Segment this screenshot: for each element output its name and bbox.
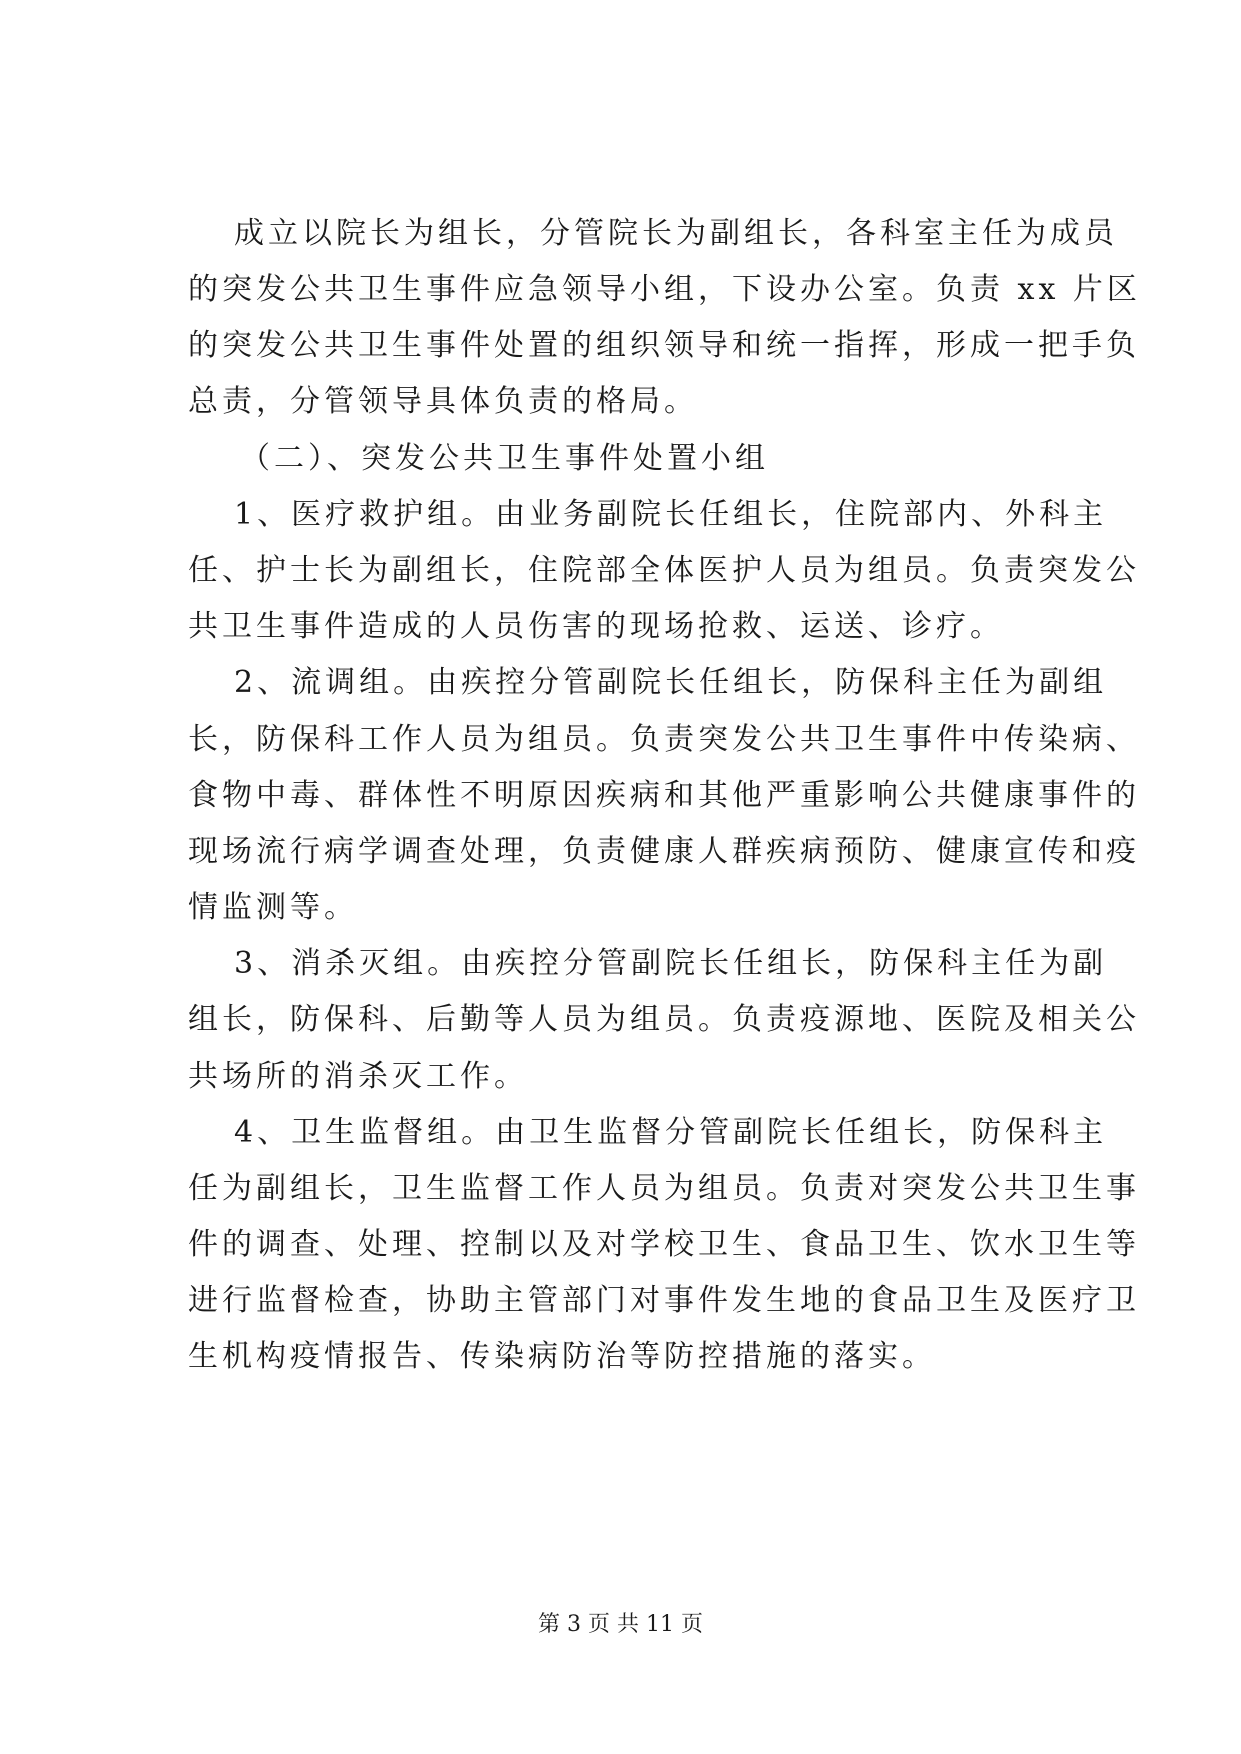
text-line: 情监测等。 [188,890,358,925]
text-line: 食物中毒、群体性不明原因疾病和其他严重影响公共健康事件的 [188,778,1140,813]
page-footer: 第 3 页 共 11 页 [538,1612,703,1637]
text-line: 件的调查、处理、控制以及对学校卫生、食品卫生、饮水卫生等 [188,1227,1140,1262]
text-line: 现场流行病学调查处理，负责健康人群疾病预防、健康宣传和疫 [188,834,1140,869]
text-line: 共场所的消杀灭工作。 [188,1059,528,1094]
text-line: 1、医疗救护组。由业务副院长任组长，住院部内、外科主 [234,497,1108,532]
text-line: 组长，防保科、后勤等人员为组员。负责疫源地、医院及相关公 [188,1002,1140,1037]
text-line: 进行监督检查，协助主管部门对事件发生地的食品卫生及医疗卫 [188,1283,1140,1318]
text-line: 4、卫生监督组。由卫生监督分管副院长任组长，防保科主 [234,1115,1108,1150]
text-line: 的突发公共卫生事件处置的组织领导和统一指挥，形成一把手负 [188,328,1140,363]
text-line: 总责，分管领导具体负责的格局。 [188,384,698,419]
text-line: 共卫生事件造成的人员伤害的现场抢救、运送、诊疗。 [188,609,1004,644]
section-heading: （二）、突发公共卫生事件处置小组 [240,441,769,476]
text-line: 长，防保科工作人员为组员。负责突发公共卫生事件中传染病、 [188,722,1140,757]
text-line: 任为副组长，卫生监督工作人员为组员。负责对突发公共卫生事 [188,1171,1140,1206]
text-line: 2、流调组。由疾控分管副院长任组长，防保科主任为副组 [234,665,1108,700]
text-line: 生机构疫情报告、传染病防治等防控措施的落实。 [188,1339,936,1374]
text-line: 的突发公共卫生事件应急领导小组，下设办公室。负责 xx 片区 [188,272,1141,307]
text-line: 成立以院长为组长，分管院长为副组长，各科室主任为成员 [234,216,1118,251]
text-line: 任、护士长为副组长，住院部全体医护人员为组员。负责突发公 [188,553,1140,588]
text-line: 3、消杀灭组。由疾控分管副院长任组长，防保科主任为副 [234,946,1108,981]
